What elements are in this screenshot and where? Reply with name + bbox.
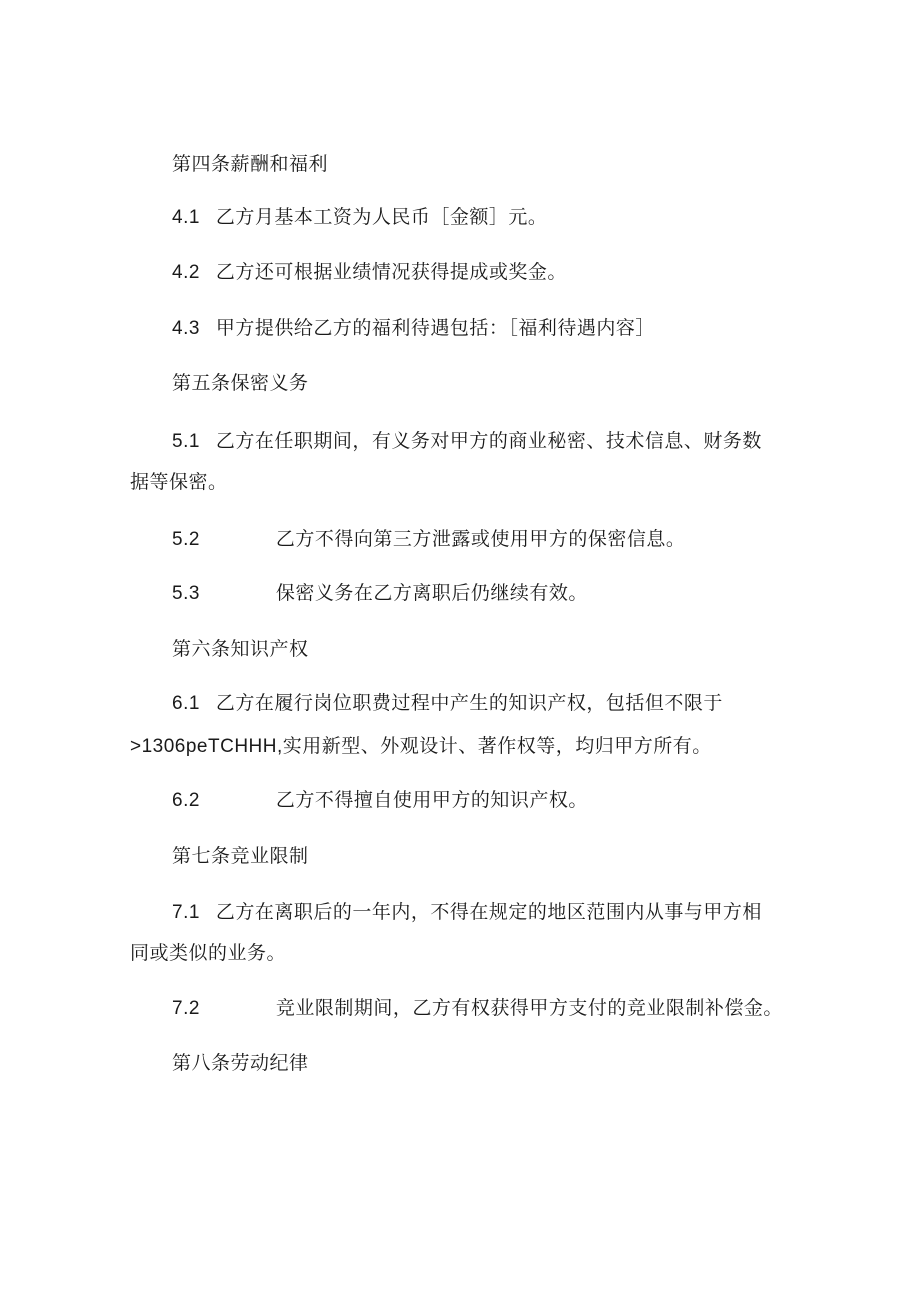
garbled-ocr-text: >1306peTCHHH, bbox=[130, 736, 283, 757]
clause-number: 5.2 bbox=[172, 529, 200, 550]
clause-text: 乙方还可根据业绩情况获得提成或奖金。 bbox=[215, 261, 567, 283]
clause-text: 乙方在履行岗位职费过程中产生的知识产权，包括但不限于 bbox=[215, 692, 723, 714]
clause-number: 7.2 bbox=[172, 998, 200, 1019]
clause-number: 4.3 bbox=[172, 318, 200, 339]
clause-text: 保密义务在乙方离职后仍继续有效。 bbox=[275, 582, 588, 604]
heading-article-7: 第七条竞业限制 bbox=[172, 845, 309, 867]
clause-number: 5.1 bbox=[172, 431, 200, 452]
clause-6-1 bbox=[172, 691, 723, 716]
clause-7-2 bbox=[172, 996, 783, 1021]
clause-text: 竞业限制期间，乙方有权获得甲方支付的竞业限制补偿金。 bbox=[275, 997, 783, 1019]
clause-5-1 bbox=[172, 429, 762, 454]
clause-number: 7.1 bbox=[172, 902, 200, 923]
clause-text: 乙方不得擅自使用甲方的知识产权。 bbox=[275, 789, 588, 811]
clause-number: 6.2 bbox=[172, 790, 200, 811]
clause-text: 乙方在任职期间，有义务对甲方的商业秘密、技术信息、财务数 bbox=[215, 430, 762, 452]
heading-article-6: 第六条知识产权 bbox=[172, 638, 309, 660]
clause-5-2 bbox=[172, 527, 685, 552]
clause-number: 4.2 bbox=[172, 262, 200, 283]
clause-4-1 bbox=[172, 205, 547, 230]
clause-5-1-continued: 据等保密。 bbox=[130, 471, 228, 493]
heading-article-5: 第五条保密义务 bbox=[172, 372, 309, 394]
clause-number: 6.1 bbox=[172, 693, 200, 714]
clause-text: 甲方提供给乙方的福利待遇包括：［福利待遇内容］ bbox=[215, 317, 655, 339]
clause-number: 5.3 bbox=[172, 583, 200, 604]
clause-number: 4.1 bbox=[172, 207, 200, 228]
clause-6-2 bbox=[172, 788, 588, 813]
clause-5-3 bbox=[172, 581, 588, 606]
clause-text: 乙方不得向第三方泄露或使用甲方的保密信息。 bbox=[275, 528, 686, 550]
clause-text-continued: 实用新型、外观设计、著作权等，均归甲方所有。 bbox=[282, 735, 712, 757]
clause-7-1 bbox=[172, 900, 762, 925]
clause-text: 乙方在离职后的一年内，不得在规定的地区范围内从事与甲方相 bbox=[215, 901, 762, 923]
clause-7-1-continued: 同或类似的业务。 bbox=[130, 942, 287, 964]
heading-article-8: 第八条劳动纪律 bbox=[172, 1052, 309, 1074]
clause-4-3 bbox=[172, 316, 655, 341]
clause-4-2 bbox=[172, 260, 567, 285]
clause-6-1-continued bbox=[130, 734, 712, 759]
heading-article-4: 第四条薪酬和福利 bbox=[172, 153, 329, 175]
clause-text: 乙方月基本工资为人民币［金额］元。 bbox=[215, 206, 548, 228]
